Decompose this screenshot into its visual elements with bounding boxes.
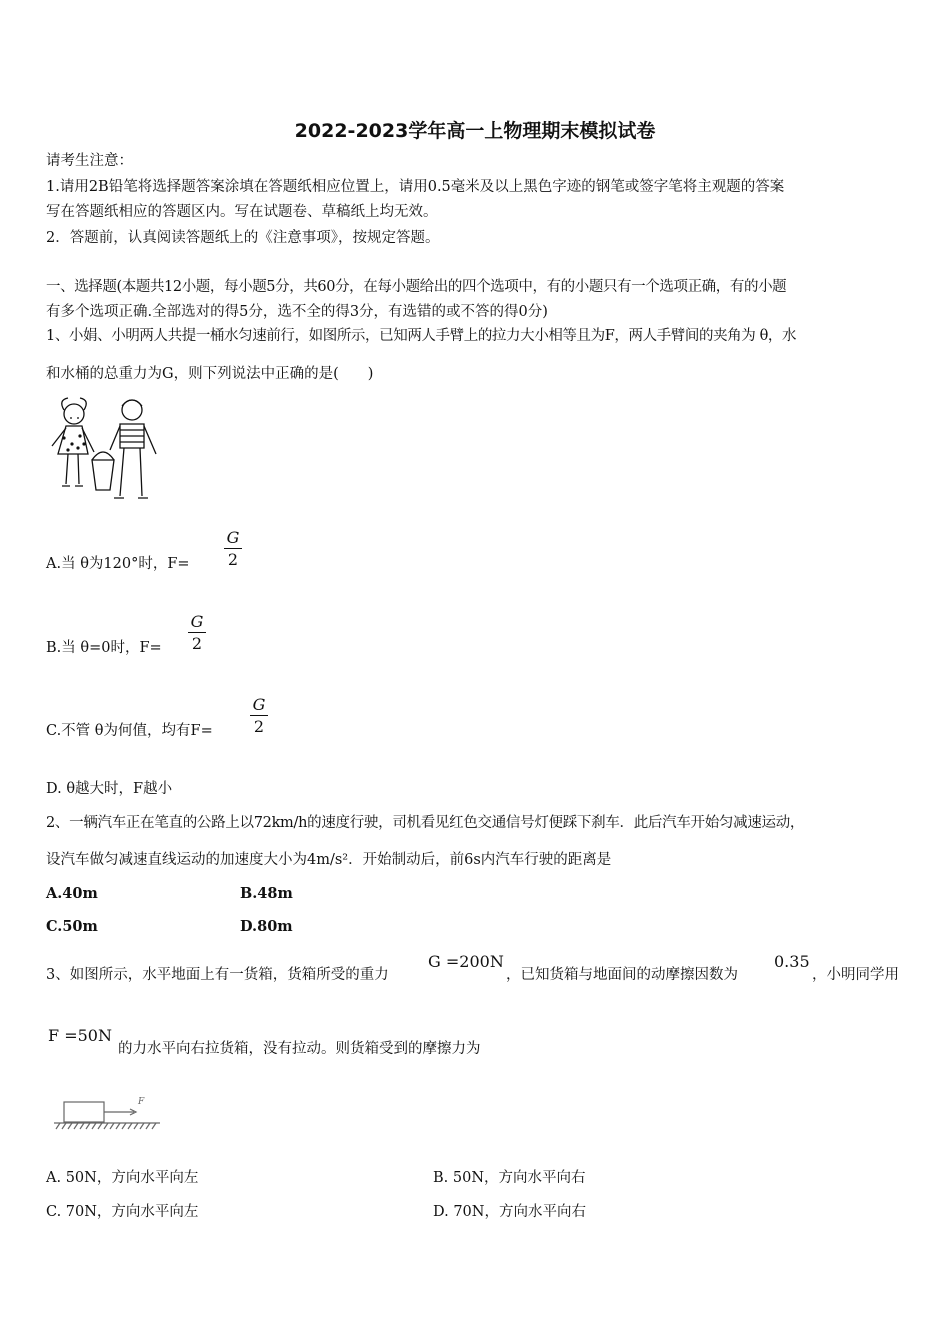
q3-option-a[interactable]: A. 50N，方向水平向左 bbox=[46, 1170, 199, 1186]
notice-line-1b: 写在答题纸相应的答题区内。写在试题卷、草稿纸上均无效。 bbox=[46, 204, 438, 220]
q1-option-b[interactable]: B.当 θ=0时，F= bbox=[46, 640, 162, 656]
q3-stem-line-1a: 3、如图所示，水平地面上有一货箱，货箱所受的重力 bbox=[46, 967, 389, 983]
section-heading-line-1: 一、选择题(本题共12小题，每小题5分，共60分，在每小题给出的四个选项中，有的小题只有一个选项正确，有的小题 bbox=[46, 279, 787, 295]
q2-option-c[interactable]: C.50m bbox=[46, 918, 98, 935]
q3-friction-coefficient: 0.35 bbox=[774, 952, 810, 971]
q2-option-a[interactable]: A.40m bbox=[46, 885, 98, 902]
q2-option-d[interactable]: D.80m bbox=[240, 918, 293, 935]
q2-stem-line-2: 设汽车做匀减速直线运动的加速度大小为4m/s²．开始制动后，前6s内汽车行驶的距离是 bbox=[46, 852, 612, 868]
q2-stem-line-1: 2、一辆汽车正在笔直的公路上以72km/h的速度行驶，司机看见红色交通信号灯便踩下刹车．此后汽车开始匀减速运动， bbox=[46, 815, 805, 831]
q3-stem-line-1c: ，小明同学用 bbox=[812, 967, 899, 983]
q3-option-d[interactable]: D. 70N，方向水平向右 bbox=[433, 1204, 586, 1220]
q3-stem-line-2: 的力水平向右拉货箱，没有拉动。则货箱受到的摩擦力为 bbox=[118, 1041, 481, 1057]
q3-stem-line-1b: ，已知货箱与地面间的动摩擦因数为 bbox=[506, 967, 738, 983]
q3-figure-box-on-ground bbox=[54, 1092, 160, 1134]
q3-option-b[interactable]: B. 50N，方向水平向右 bbox=[433, 1170, 586, 1186]
notice-line-1a: 1.请用2B铅笔将选择题答案涂填在答题纸相应位置上，请用0.5毫米及以上黑色字迹的钢笔或签字笔将主观题的答案 bbox=[46, 179, 785, 195]
q3-figure-force-label: F bbox=[138, 1097, 145, 1107]
q1-option-c[interactable]: C.不管 θ为何值，均有F= bbox=[46, 723, 213, 739]
q1-option-c-fraction: G 2 bbox=[250, 695, 268, 736]
section-heading-line-2: 有多个选项正确.全部选对的得5分，选不全的得3分，有选错的或不答的得0分) bbox=[46, 304, 548, 320]
q1-stem-line-2: 和水桶的总重力为G，则下列说法中正确的是( ) bbox=[46, 366, 374, 382]
notice-heading: 请考生注意： bbox=[46, 153, 133, 169]
q3-force-equation: F =50N bbox=[48, 1026, 112, 1045]
q1-figure-kids-carrying-bucket bbox=[44, 394, 162, 506]
q1-option-b-fraction: G 2 bbox=[188, 612, 206, 653]
notice-line-2: 2．答题前，认真阅读答题纸上的《注意事项》，按规定答题。 bbox=[46, 230, 440, 246]
q3-option-c[interactable]: C. 70N，方向水平向左 bbox=[46, 1204, 199, 1220]
q1-option-a-fraction: G 2 bbox=[224, 528, 242, 569]
q1-option-a[interactable]: A.当 θ为120°时，F= bbox=[46, 556, 190, 572]
q1-stem-line-1: 1、小娟、小明两人共提一桶水匀速前行，如图所示，已知两人手臂上的拉力大小相等且为F，两人手臂间的夹角为 θ，水 bbox=[46, 328, 797, 344]
q3-gravity-equation: G =200N bbox=[428, 952, 504, 971]
q2-option-b[interactable]: B.48m bbox=[240, 885, 293, 902]
q1-option-d[interactable]: D. θ越大时，F越小 bbox=[46, 781, 173, 797]
page-title: 2022-2023学年高一上物理期末模拟试卷 bbox=[294, 120, 656, 142]
